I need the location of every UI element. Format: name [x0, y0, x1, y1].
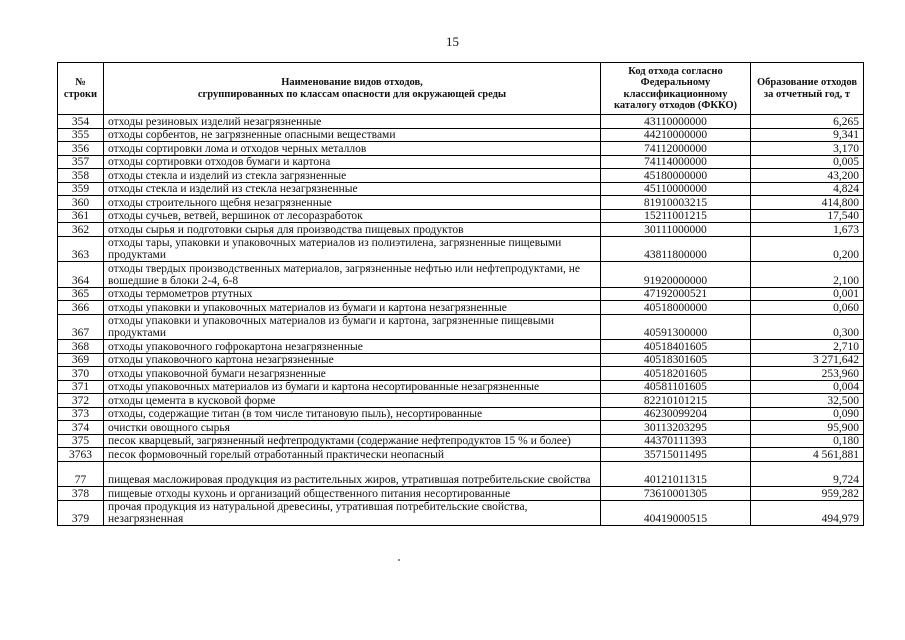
- row-number-cell: 362: [58, 223, 104, 237]
- fkko-code-cell: 40581101605: [601, 380, 751, 394]
- table-row: [58, 353, 864, 367]
- fkko-code-cell: 46230099204: [601, 407, 751, 421]
- page-number: 15: [446, 34, 459, 49]
- fkko-code-cell: 40121011315: [601, 461, 751, 487]
- table-body: [58, 115, 864, 526]
- waste-name-cell: отходы упаковочного гофрокартона незагрязненные: [104, 340, 601, 354]
- waste-name-cell: отходы, содержащие титан (в том числе титановую пыль), несортированные: [104, 407, 601, 421]
- fkko-code-cell: 45110000000: [601, 182, 751, 196]
- waste-amount-cell: 2,710: [751, 340, 864, 354]
- waste-amount-cell: 17,540: [751, 209, 864, 223]
- table-row: [58, 487, 864, 501]
- table-row: [58, 223, 864, 237]
- waste-amount-cell: 43,200: [751, 169, 864, 183]
- table-row: [58, 262, 864, 288]
- waste-name-cell: пищевая масложировая продукция из растительных жиров, утратившая потребительские свойства: [104, 461, 601, 487]
- table-row: [58, 236, 864, 262]
- table-row: [58, 421, 864, 435]
- row-number-cell: 356: [58, 142, 104, 156]
- row-number-cell: 368: [58, 340, 104, 354]
- waste-amount-cell: 0,060: [751, 301, 864, 315]
- fkko-code-cell: 30111000000: [601, 223, 751, 237]
- waste-amount-cell: 0,005: [751, 155, 864, 169]
- row-number-cell: 379: [58, 500, 104, 526]
- table-header-row: [58, 63, 864, 115]
- waste-amount-cell: 0,200: [751, 236, 864, 262]
- waste-name-cell: отходы термометров ртутных: [104, 287, 601, 301]
- waste-amount-cell: 0,300: [751, 314, 864, 340]
- waste-name-cell: отходы упаковочных материалов из бумаги и картона несортированные незагрязненные: [104, 380, 601, 394]
- fkko-code-cell: 43110000000: [601, 115, 751, 129]
- header-name-line2: сгруппированных по классам опасности для окружающей среды: [197, 88, 507, 100]
- fkko-code-cell: 74114000000: [601, 155, 751, 169]
- fkko-code-cell: 74112000000: [601, 142, 751, 156]
- table-row: [58, 448, 864, 462]
- table-row: [58, 287, 864, 301]
- waste-name-cell: отходы резиновых изделий незагрязненные: [104, 115, 601, 129]
- waste-amount-cell: 3 271,642: [751, 353, 864, 367]
- table-row: [58, 128, 864, 142]
- waste-name-cell: отходы сучьев, ветвей, вершинок от лесоразработок: [104, 209, 601, 223]
- table-row: [58, 209, 864, 223]
- row-number-cell: 367: [58, 314, 104, 340]
- table-row: [58, 340, 864, 354]
- fkko-code-cell: 15211001215: [601, 209, 751, 223]
- table-row: [58, 434, 864, 448]
- row-number-cell: 378: [58, 487, 104, 501]
- waste-name-cell: отходы сорбентов, не загрязненные опасными веществами: [104, 128, 601, 142]
- table-row: [58, 314, 864, 340]
- table-row: [58, 461, 864, 487]
- waste-name-cell: отходы цемента в кусковой форме: [104, 394, 601, 408]
- row-number-cell: 354: [58, 115, 104, 129]
- waste-amount-cell: 4,824: [751, 182, 864, 196]
- fkko-code-cell: 40518301605: [601, 353, 751, 367]
- row-number-cell: 366: [58, 301, 104, 315]
- fkko-code-cell: 91920000000: [601, 262, 751, 288]
- row-number-cell: 358: [58, 169, 104, 183]
- waste-name-cell: отходы упаковочного картона незагрязненные: [104, 353, 601, 367]
- waste-amount-cell: 9,341: [751, 128, 864, 142]
- waste-name-cell: отходы твердых производственных материалов, загрязненные нефтью или нефтепродуктами, не вошедшие в блоки 2-4, 6-8: [104, 262, 601, 288]
- waste-name-cell: отходы упаковки и упаковочных материалов из бумаги и картона незагрязненные: [104, 301, 601, 315]
- table-row: [58, 367, 864, 381]
- row-number-cell: 3763: [58, 448, 104, 462]
- fkko-code-cell: 35715011495: [601, 448, 751, 462]
- row-number-cell: 373: [58, 407, 104, 421]
- waste-name-cell: отходы тары, упаковки и упаковочных материалов из полиэтилена, загрязненные пищевыми продуктами: [104, 236, 601, 262]
- waste-amount-cell: 95,900: [751, 421, 864, 435]
- header-name-line1: Наименование видов отходов,: [281, 77, 423, 88]
- fkko-code-cell: 40518201605: [601, 367, 751, 381]
- table-row: [58, 115, 864, 129]
- row-number-cell: 370: [58, 367, 104, 381]
- fkko-code-cell: 73610001305: [601, 487, 751, 501]
- row-number-cell: 357: [58, 155, 104, 169]
- table-row: [58, 301, 864, 315]
- waste-amount-cell: 959,282: [751, 487, 864, 501]
- waste-name-cell: отходы упаковочной бумаги незагрязненные: [104, 367, 601, 381]
- table-row: [58, 380, 864, 394]
- table-row: [58, 155, 864, 169]
- row-number-cell: 374: [58, 421, 104, 435]
- waste-name-cell: прочая продукция из натуральной древесины, утратившая потребительские свойства, незагрязненная: [104, 500, 601, 526]
- table-row: [58, 500, 864, 526]
- row-number-cell: 369: [58, 353, 104, 367]
- table-row: [58, 169, 864, 183]
- waste-amount-cell: 2,100: [751, 262, 864, 288]
- waste-name-cell: отходы сортировки отходов бумаги и картона: [104, 155, 601, 169]
- waste-amount-cell: 0,004: [751, 380, 864, 394]
- waste-amount-cell: 253,960: [751, 367, 864, 381]
- fkko-code-cell: 40518401605: [601, 340, 751, 354]
- row-number-cell: 372: [58, 394, 104, 408]
- row-number-cell: 371: [58, 380, 104, 394]
- waste-name-cell: песок кварцевый, загрязненный нефтепродуктами (содержание нефтепродуктов 15 % и более): [104, 434, 601, 448]
- fkko-code-cell: 40591300000: [601, 314, 751, 340]
- waste-name-cell: песок формовочный горелый отработанный практически неопасный: [104, 448, 601, 462]
- waste-amount-cell: 494,979: [751, 500, 864, 526]
- fkko-code-cell: 47192000521: [601, 287, 751, 301]
- waste-amount-cell: 1,673: [751, 223, 864, 237]
- scan-speck: [398, 559, 400, 561]
- table-row: [58, 142, 864, 156]
- header-waste-name: [104, 63, 601, 115]
- waste-name-cell: отходы строительного щебня незагрязненные: [104, 196, 601, 210]
- fkko-code-cell: 81910003215: [601, 196, 751, 210]
- waste-amount-cell: 4 561,881: [751, 448, 864, 462]
- waste-amount-cell: 0,180: [751, 434, 864, 448]
- row-number-cell: 361: [58, 209, 104, 223]
- table-row: [58, 182, 864, 196]
- row-number-cell: 355: [58, 128, 104, 142]
- header-waste-amount: Образование отходов за отчетный год, т: [751, 63, 864, 115]
- row-number-cell: 359: [58, 182, 104, 196]
- waste-name-cell: отходы стекла и изделий из стекла незагрязненные: [104, 182, 601, 196]
- row-number-cell: 360: [58, 196, 104, 210]
- row-number-cell: 363: [58, 236, 104, 262]
- fkko-code-cell: 45180000000: [601, 169, 751, 183]
- fkko-code-cell: 40518000000: [601, 301, 751, 315]
- row-number-cell: 77: [58, 461, 104, 487]
- waste-amount-cell: 9,724: [751, 461, 864, 487]
- waste-amount-cell: 6,265: [751, 115, 864, 129]
- row-number-cell: 365: [58, 287, 104, 301]
- waste-table: [57, 62, 864, 526]
- waste-amount-cell: 3,170: [751, 142, 864, 156]
- waste-name-cell: отходы сырья и подготовки сырья для производства пищевых продуктов: [104, 223, 601, 237]
- table-row: [58, 394, 864, 408]
- fkko-code-cell: 43811800000: [601, 236, 751, 262]
- fkko-code-cell: 44370111393: [601, 434, 751, 448]
- waste-amount-cell: 32,500: [751, 394, 864, 408]
- waste-name-cell: очистки овощного сырья: [104, 421, 601, 435]
- header-fkko-code: Код отхода согласно Федеральному классификационному каталогу отходов (ФККО): [601, 63, 751, 115]
- fkko-code-cell: 30113203295: [601, 421, 751, 435]
- table-row: [58, 196, 864, 210]
- fkko-code-cell: 82210101215: [601, 394, 751, 408]
- waste-name-cell: пищевые отходы кухонь и организаций общественного питания несортированные: [104, 487, 601, 501]
- waste-amount-cell: 0,090: [751, 407, 864, 421]
- row-number-cell: 364: [58, 262, 104, 288]
- table-row: [58, 407, 864, 421]
- waste-name-cell: отходы сортировки лома и отходов черных металлов: [104, 142, 601, 156]
- waste-amount-cell: 0,001: [751, 287, 864, 301]
- fkko-code-cell: 40419000515: [601, 500, 751, 526]
- waste-name-cell: отходы стекла и изделий из стекла загрязненные: [104, 169, 601, 183]
- fkko-code-cell: 44210000000: [601, 128, 751, 142]
- row-number-cell: 375: [58, 434, 104, 448]
- waste-amount-cell: 414,800: [751, 196, 864, 210]
- waste-name-cell: отходы упаковки и упаковочных материалов из бумаги и картона, загрязненные пищевыми продуктами: [104, 314, 601, 340]
- header-row-number: № строки: [58, 63, 104, 115]
